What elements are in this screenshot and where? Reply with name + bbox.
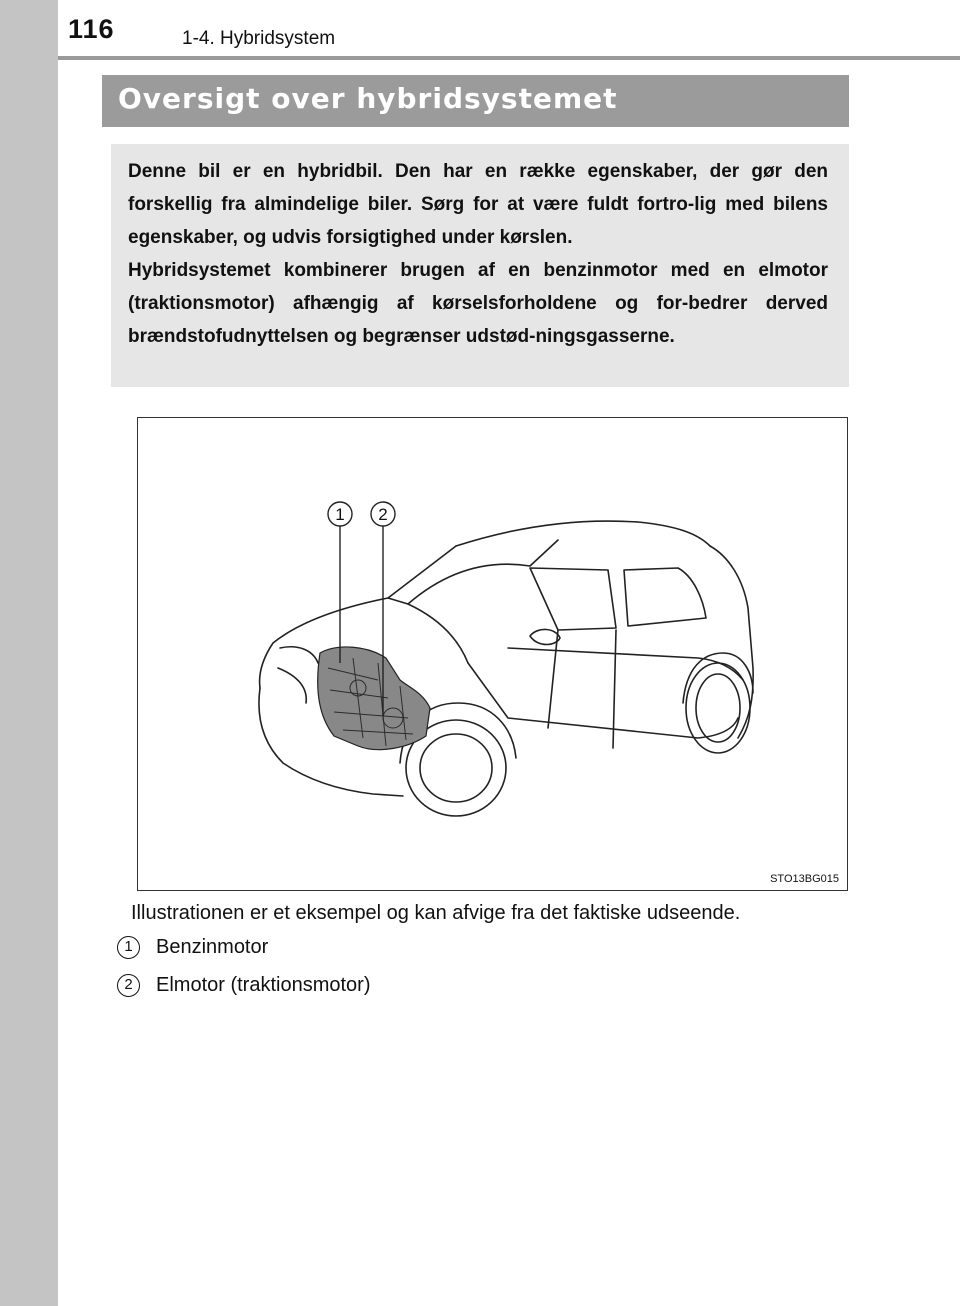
page-number: 116 [68,14,115,44]
side-mirror [530,629,560,644]
figure-code: STO13BG015 [770,873,839,885]
intro-paragraph: Hybridsystemet kombinerer brugen af en benzinmotor med en elmotor (traktionsmotor) afhængig af kørselsforholdene og for-bedrer derved brændstofudnyttelsen og begrænser udstød-ningsgasserne. [128,260,828,347]
header-divider [58,56,960,60]
callout-1-label: 1 [335,505,345,524]
callout-2-label: 2 [378,505,388,524]
figure-frame [137,417,848,891]
intro-box [111,144,849,387]
section-title: Oversigt over hybridsystemet [118,82,618,115]
figure-caption: Illustrationen er et eksempel og kan afvige fra det faktiske udseende. [131,902,741,924]
legend-number: 1 [117,936,140,959]
hybrid-engine-block [318,647,430,750]
headlight [280,647,318,663]
legend-label: Benzinmotor [156,936,269,958]
car-roof-outline [456,521,710,546]
car-side-window [530,568,616,630]
car-rear-outline [710,546,753,738]
section-reference: 1-4. Hybridsystem [182,28,336,49]
car-rear-window [624,568,706,626]
section-title-bar [102,75,849,127]
page-side-strip [0,0,58,1306]
legend-label: Elmotor (traktionsmotor) [156,974,371,996]
legend-number: 2 [117,974,140,997]
intro-paragraph: Denne bil er en hybridbil. Den har en række egenskaber, der gør den forskellig fra almindelige biler. Sørg for at være fuldt fortro-lig med bilens egenskaber, og udvis forsigtighed under kørslen. [128,161,828,248]
car-illustration [138,418,847,890]
